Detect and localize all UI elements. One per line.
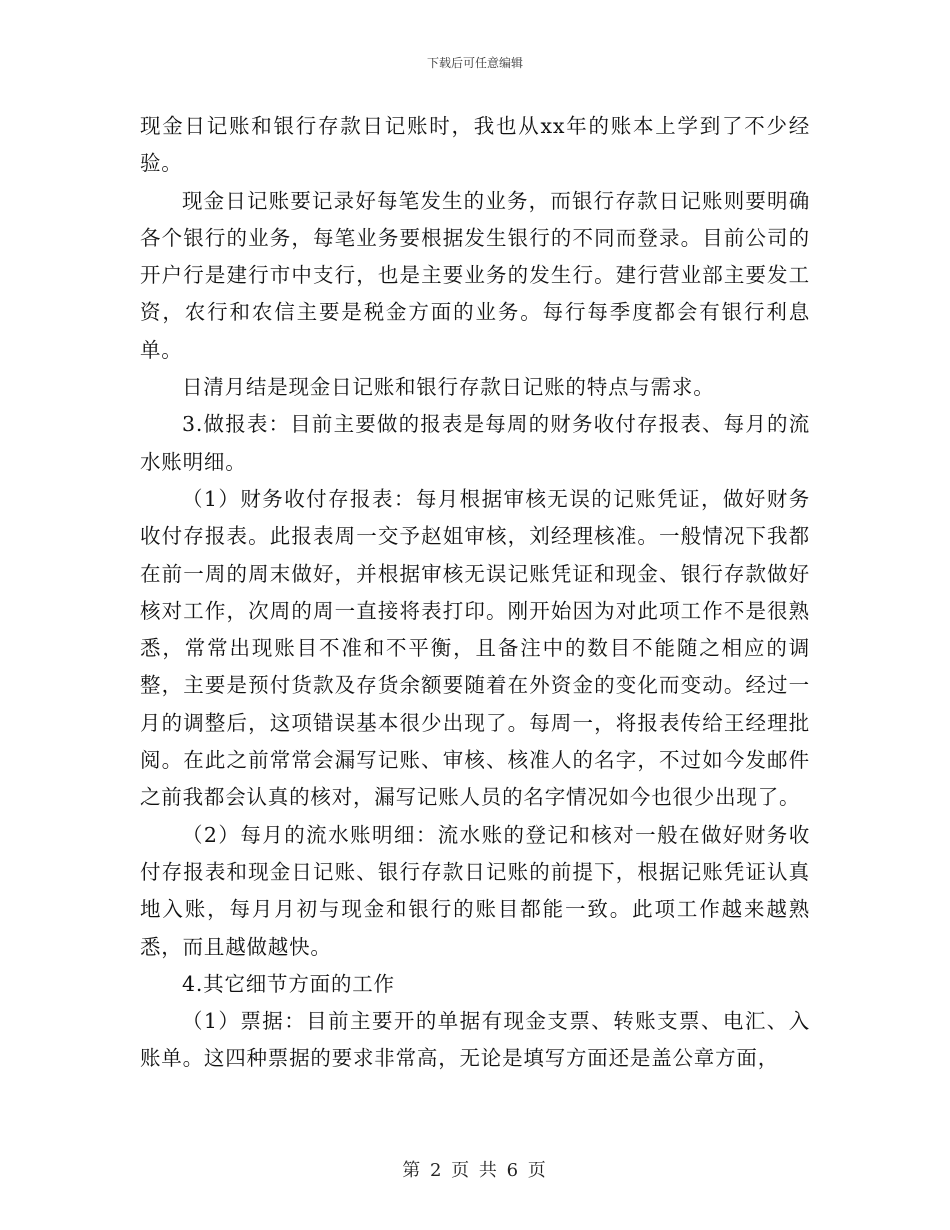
page-number-footer: 第 2 页 共 6 页	[402, 1160, 548, 1181]
page-header: 下载后可任意编辑	[426, 56, 523, 70]
paragraph-8: （1）票据：目前主要开的单据有现金支票、转账支票、电汇、入账单。这四种票据的要求非常高，无论是填写方面还是盖公章方面，	[140, 1009, 810, 1071]
document-body	[140, 108, 810, 1078]
paragraph-1: 现金日记账和银行存款日记账时，我也从xx年的账本上学到了不少经验。	[140, 114, 810, 176]
paragraph-5: （1）财务收付存报表：每月根据审核无误的记账凭证，做好财务收付存报表。此报表周一交予赵姐审核，刘经理核准。一般情况下我都在前一周的周末做好，并根据审核无误记账凭证和现金、银行存款做好核对工作，次周的周一直接将表打印。刚开始因为对此项工作不是很熟悉，常常出现账目不准和不平衡，且备注中的数目不能随之相应的调整，主要是预付货款及存货余额要随着在外资金的变化而变动。经过一月的调整后，这项错误基本很少出现了。每周一，将报表传给王经理批阅。在此之前常常会漏写记账、审核、核准人的名字，不过如今发邮件之前我都会认真的核对，漏写记账人员的名字情况如今也很少出现了。	[140, 486, 810, 810]
paragraph-4: 3.做报表：目前主要做的报表是每周的财务收付存报表、每月的流水账明细。	[140, 412, 810, 474]
paragraph-7: 4.其它细节方面的工作	[182, 971, 395, 996]
paragraph-3: 日清月结是现金日记账和银行存款日记账的特点与需求。	[182, 375, 715, 400]
paragraph-2: 现金日记账要记录好每笔发生的业务，而银行存款日记账则要明确各个银行的业务，每笔业务要根据发生银行的不同而登录。目前公司的开户行是建行市中支行，也是主要业务的发生行。建行营业部主要发工资，农行和农信主要是税金方面的业务。每行每季度都会有银行利息单。	[140, 188, 810, 362]
paragraph-6: （2）每月的流水账明细：流水账的登记和核对一般在做好财务收付存报表和现金日记账、银行存款日记账的前提下，根据记账凭证认真地入账，每月月初与现金和银行的账目都能一致。此项工作越来越熟悉，而且越做越快。	[140, 822, 810, 959]
